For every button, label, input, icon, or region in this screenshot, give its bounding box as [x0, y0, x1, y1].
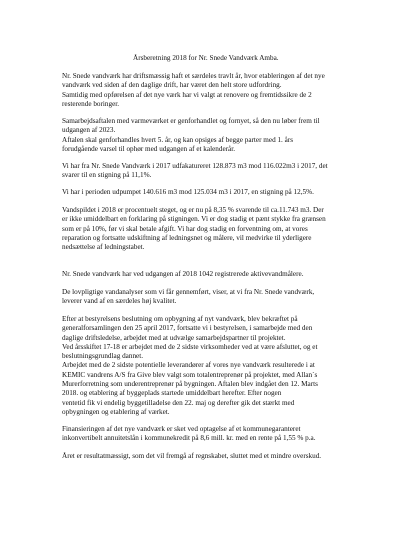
text-line: Samtidig med opførelsen af det nye værk har vi valgt at renovere og fremtidssikre de 2 — [62, 90, 312, 99]
text-line: resterende boringer. — [62, 99, 120, 108]
text-line: svarer til en stigning på 11,1%. — [62, 171, 152, 180]
text-line: nedsættelse af ledningstabet. — [62, 243, 145, 252]
text-line: Vi har i perioden udpumpet 140.616 m3 mod 125.034 m3 i 2017, en stigning på 12,5%. — [62, 188, 314, 196]
paragraph-meter-count — [62, 270, 362, 279]
text-line: reparation og fortsatte udskiftning af ledningsnet og målere, vil medvirke til yderligere — [62, 233, 312, 242]
text-line: Nr. Snede vandværk har ved udgangen af 2018 1042 registrerede aktivevandmålere. — [62, 270, 304, 278]
paragraph-financing — [62, 425, 362, 444]
text-line: opbygningen og etablering af værket. — [62, 407, 170, 416]
text-line: Murerforretning som underentreprenør på bygningen. Aftalen blev indgået den 12. Marts — [62, 380, 318, 389]
text-line: Vi har fra Nr. Snede Vandværk i 2017 udfakatureret 128.873 m3 mod 116.022m3 i 2017, det — [62, 162, 328, 170]
text-line: vandværk ved siden af den daglige drift, har været den helt store udfordring. — [62, 81, 282, 90]
paragraph-annual-result — [62, 452, 362, 461]
paragraph-water-quality — [62, 288, 362, 307]
text-line: Efter at bestyrelsens beslutning om opbygning af nyt vandværk, blev bekræftet på — [62, 315, 298, 323]
text-line: ventetid fik vi endelig byggetilladelse den 22. maj og derefter gik det stærkt med — [62, 398, 295, 407]
text-line: De lovpligtige vandanalyser som vi får gennemført, viser, at vi fra Nr. Snede vandværk, — [62, 288, 315, 296]
text-line: beslutningsgrundlag dannet. — [62, 352, 144, 361]
text-line: forudgående varsel til ophør med udgangen af et kalenderår. — [62, 144, 236, 153]
paragraph-new-waterworks-project — [62, 315, 362, 417]
text-line: daglige driftsledelse, arbejdet med at udvælge samarbejdspartner til projektet. — [62, 333, 286, 342]
text-line: er ikke umiddelbart en forklaring på stigningen. Vi er dog stadig et pænt stykke fra grænsen — [62, 215, 326, 224]
text-line: Ved årsskiftet 17-18 er arbejdet med de 2 sidste virksomheder ved at være afsluttet, og et — [62, 342, 318, 351]
text-line: KEMIC vandrens A/S fra Give blev valgt som totalentreprenør på projektet, med Allan´s — [62, 370, 318, 379]
text-line: som er på 10%, før vi skal betale afgift. Vi har dog stadig en forventning om, at vores — [62, 224, 308, 233]
text-line: Året er resultatmæssigt, som det vil fremgå af regnskabet, sluttet med et mindre overskud. — [62, 452, 322, 460]
page-title: Årsberetning 2018 for Nr. Snede Vandværk Amba. — [133, 54, 279, 62]
paragraph-operations — [62, 72, 362, 109]
text-line: Finansieringen af det nye vandværk er sket ved optagelse af et kommunegaranteret — [62, 425, 301, 433]
paragraph-pumped-volume — [62, 188, 362, 197]
paragraph-invoiced-volume — [62, 162, 362, 181]
text-line: leverer vand af en særdeles høj kvalitet. — [62, 297, 177, 306]
text-line: Arbejdet med de 2 sidste potentielle leverandører af vores nye vandværk resulterede i at — [62, 361, 315, 370]
text-line: generalforsamlingen den 25 april 2017, fortsatte vi i bestyrelsen, i samarbejde med den — [62, 324, 313, 333]
text-line: inkonvertibelt annuitetslån i kommunekredit på 8,6 mill. kr. med en rente på 1,55 % p.a. — [62, 434, 316, 443]
text-line: Aftalen skal genforhandles hvert 5. år, og kan opsiges af begge parter med 1. års — [62, 135, 294, 144]
paragraph-cooperation-agreement — [62, 117, 362, 154]
text-line: Samarbejdsaftalen med varmeværket er genforhandlet og fornyet, så den nu løber frem til — [62, 117, 320, 125]
text-line: Nr. Snede vandværk har driftsmæssig haft et særdeles travlt år, hvor etableringen af det nye — [62, 72, 325, 80]
text-line: udgangen af 2023. — [62, 126, 116, 135]
text-line: Vandspildet i 2018 er procentuelt steget, og er nu på 8,35 % svarende til ca.11.743 m3. Der — [62, 206, 324, 214]
paragraph-water-loss — [62, 206, 362, 252]
text-line: 2018. og etablering af byggeplads startede umiddelbart herefter. Efter nogen — [62, 389, 282, 398]
